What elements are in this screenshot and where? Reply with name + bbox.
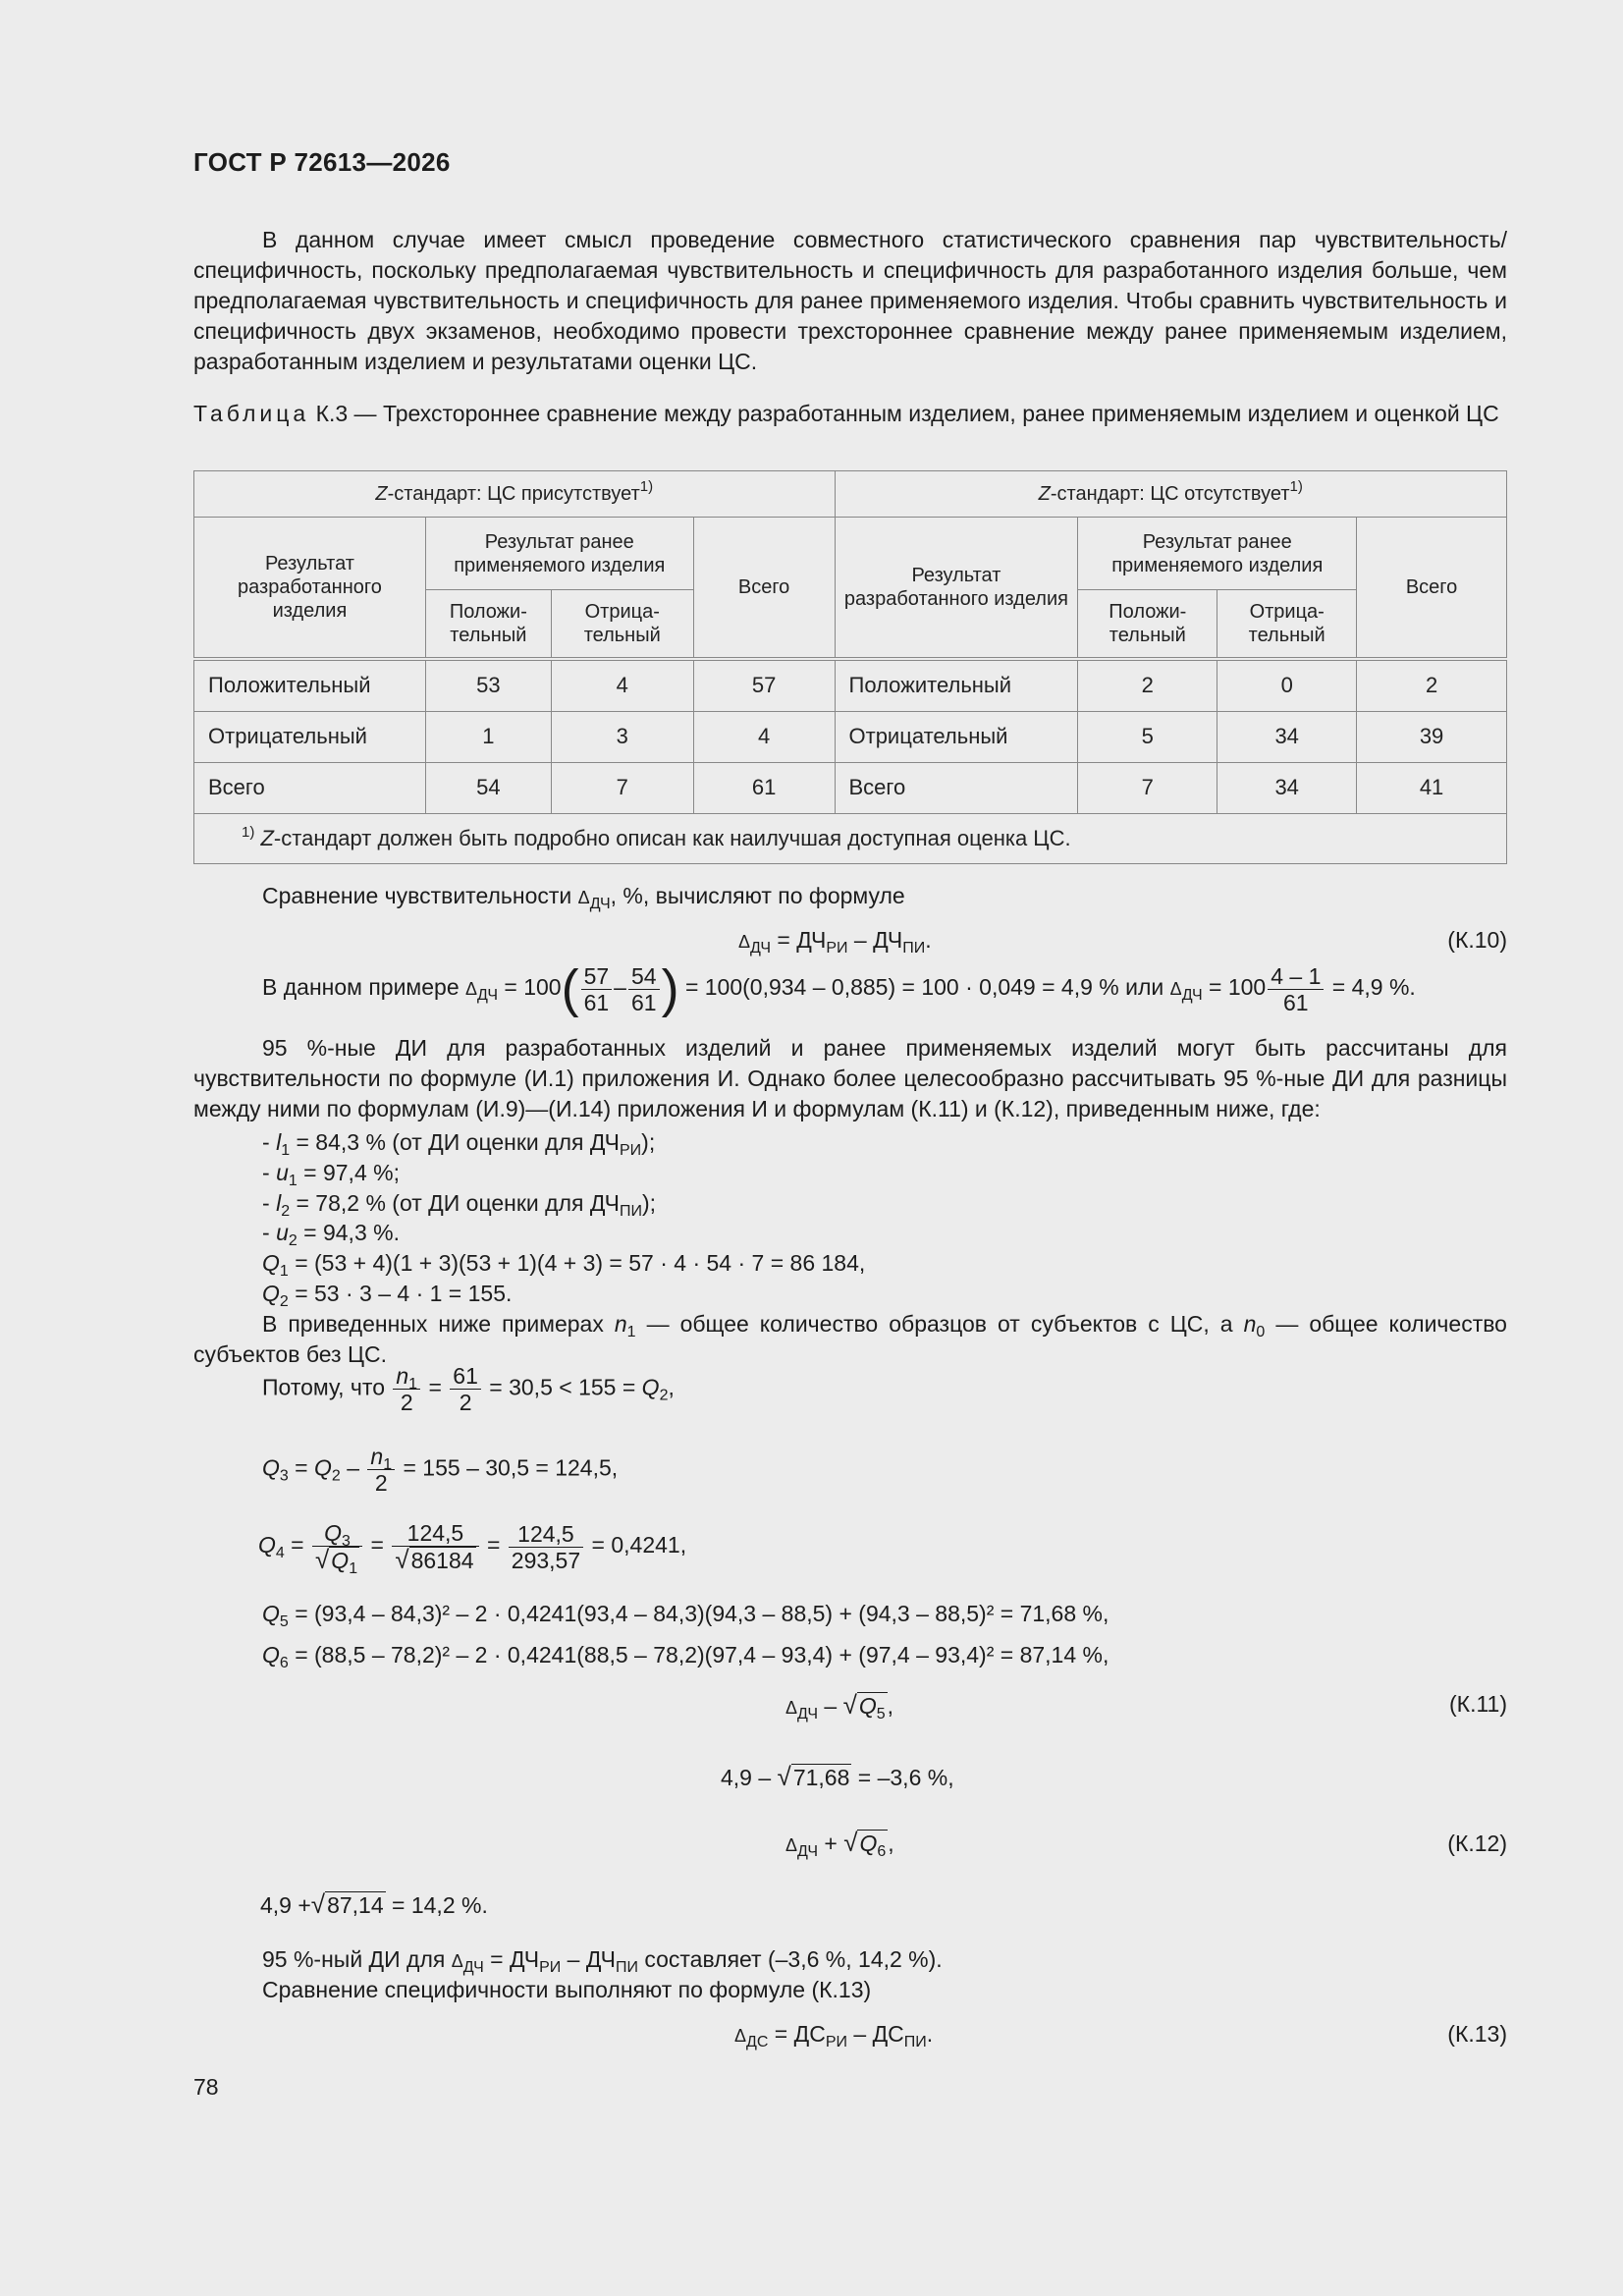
formula-k12: $\Delta_{ДЧ} + √Q_6$, (785, 1828, 894, 1860)
header-neg-right: Отрица-тельный (1217, 590, 1357, 659)
header-total-right: Всего (1357, 518, 1507, 659)
table-row: Отрицательный 1 3 4 Отрицательный 5 34 39 (194, 711, 1507, 762)
formula-k10: $\Delta_{ДЧ} = ДЧ_{РИ} - ДЧ_{ПИ}$. (738, 927, 932, 957)
formula-number-k13: (К.13) (1447, 2021, 1507, 2047)
example-calculation: В данном примере $\Delta_{ДЧ} = 100$( $\frac{57}{61}$ – $\frac{54}{61}$ ) = 100(0,934 – 0,885) = 100 · 0,049 = 4,9 % или $\Delta_{ДЧ} = 100$ $\frac{4 - 1}{61}$ = 4,9 %. (262, 959, 1416, 1018)
comparison-table (193, 470, 1507, 864)
table-row: Всего 54 7 61 Всего 7 34 41 (194, 762, 1507, 813)
formula-k11: $\Delta_{ДЧ} - √Q_5$, (785, 1690, 894, 1722)
group-header-present: Z-стандарт: ЦС присутствует$^{1)}$ (194, 471, 836, 518)
table-caption-label: Таблица (193, 401, 310, 426)
table-caption-text: К.3 — Трехстороннее сравнение между разработанным изделием, ранее применяемым изделием и оценкой ЦС (315, 401, 1499, 426)
ci-result: 95 %-ный ДИ для $\Delta_{ДЧ} = ДЧ_{РИ} - ДЧ_{ПИ}$ составляет (–3,6 %, 14,2 %). (262, 1946, 943, 1976)
specificity-intro: Сравнение специфичности выполняют по формуле (К.13) (262, 1977, 872, 2002)
formula-q3: $Q_3 = Q_2$ – $\frac{n_1}{2}$ = 155 – 30,5 = 124,5, (262, 1444, 619, 1496)
table-row: Положительный 53 4 57 Положительный 2 0 2 (194, 659, 1507, 712)
formula-q2: $Q_2 = 53 \cdot 3 - 4 \cdot 1 = 155$. (262, 1281, 513, 1310)
header-pos-right: Положи-тельный (1078, 590, 1217, 659)
table-caption (193, 399, 1507, 429)
header-pos-left: Положи-тельный (425, 590, 551, 659)
header-prev-left: Результат ранее применяемого изделия (425, 518, 693, 590)
list-item-u2: - $u_2 = 94,3$ %. (262, 1220, 400, 1249)
document-title: ГОСТ Р 72613—2026 (193, 147, 451, 177)
page-number: 78 (193, 2074, 219, 2100)
list-item-l1: - $l_1 = 84,3$ % (от ДИ оценки для $ДЧ_{РИ}$); (262, 1129, 656, 1159)
formula-k13: $\Delta_{ДС} = ДС_{РИ} - ДС_{ПИ}$. (734, 2021, 934, 2050)
formula-q1: $Q_1 = (53 + 4)(1 + 3)(53 + 1)(4 + 3) = 57 \cdot 4 \cdot 54 \cdot 7 = 86$ 184, (262, 1250, 866, 1280)
list-item-l2: - $l_2 = 78,2$ % (от ДИ оценки для $ДЧ_{ПИ}$); (262, 1190, 657, 1220)
table-footnote: $^{1)}$ Z-стандарт должен быть подробно описан как наилучшая доступная оценка ЦС. (194, 813, 1507, 863)
formula-number-k12: (К.12) (1447, 1831, 1507, 1856)
header-result-dev-left: Результат разработанного изделия (194, 518, 426, 659)
formula-q4: $Q_4$ = $\frac{Q_3}{√Q_1}$ = $\frac{124,5}{√86184}$ = $\frac{124,5}{293,57}$ = 0,4241, (258, 1520, 687, 1577)
header-neg-left: Отрица-тельный (551, 590, 693, 659)
header-prev-right: Результат ранее применяемого изделия (1078, 518, 1357, 590)
ci-paragraph: 95 %-ные ДИ для разработанных изделий и ранее применяемых изделий могут быть рассчитаны для чувствительности по формуле (И.1) приложения И. Однако более целесообразно рассчитывать 95 %-ные ДИ для разницы между ними по формулам (И.9)—(И.14) приложения И и формулам (К.11) и (К.12), приведенным ниже, где: (193, 1035, 1507, 1121)
formula-q6: $Q_6 = (88,5 - 78,2)^2 - 2 \cdot 0,4241(88,5 - 78,2)(97,4 - 93,4) + (97,4 - 93,4)^2 = 87,14$ %, (262, 1642, 1109, 1671)
group-header-absent: Z-стандарт: ЦС отсутствует$^{1)}$ (835, 471, 1507, 518)
calc-lower-bound: 4,9 – √71,68 = –3,6 %, (721, 1762, 954, 1791)
header-total-left: Всего (693, 518, 835, 659)
list-item-u1: - $u_1 = 97,4$ %; (262, 1160, 400, 1189)
n-definition-paragraph: В приведенных ниже примерах $n_1$ — общее количество образцов от субъектов с ЦС, а $n_0$ — общее количество субъектов без ЦС. (193, 1311, 1507, 1367)
formula-number-k10: (К.10) (1447, 927, 1507, 953)
formula-number-k11: (К.11) (1449, 1691, 1507, 1717)
sensitivity-intro: Сравнение чувствительности $\Delta_{ДЧ}$, %, вычисляют по формуле (262, 883, 905, 912)
because-inequality: Потому, что $\frac{n_1}{2}$ = $\frac{61}{2}$ = $30,5 < 155 = Q_2$, (262, 1363, 675, 1415)
header-result-dev-right: Результат разработанного изделия (835, 518, 1078, 659)
formula-q5: $Q_5 = (93,4 - 84,3)^2 - 2 \cdot 0,4241(93,4 - 84,3)(94,3 - 88,5) + (94,3 - 88,5)^2 = 71,68$ %, (262, 1601, 1109, 1630)
intro-paragraph: В данном случае имеет смысл проведение совместного статистического сравнения пар чувствительность/специфичность, поскольку предполагаемая чувствительность и специфичность для разработанного изделия больше, чем предполагаемая чувствительность и специфичность для ранее применяемого изделия. Чтобы сравнить чувствительность и специфичность двух экзаменов, необходимо провести трехстороннее сравнение между ранее применяемым изделием, разработанным изделием и результатами оценки ЦС. (193, 227, 1507, 374)
calc-upper-bound: 4,9 +√87,14 = 14,2 %. (260, 1889, 488, 1919)
